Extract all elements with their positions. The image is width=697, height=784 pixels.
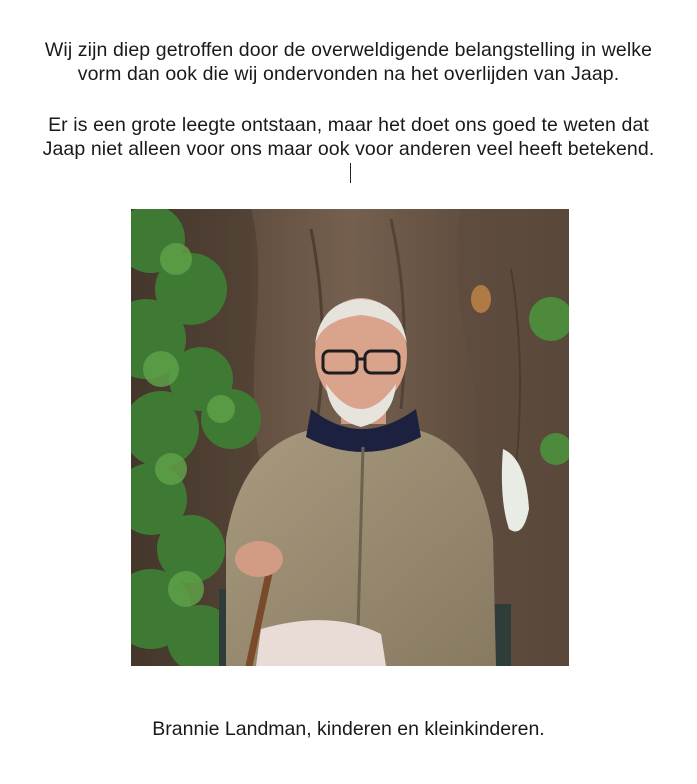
text-cursor	[350, 163, 351, 183]
thank-you-paragraph-2	[0, 113, 697, 161]
paragraph-1-line-2: vorm dan ook die wij ondervonden na het overlijden van Jaap.	[77, 63, 620, 85]
paragraph-2-line-1: Er is een grote leegte ontstaan, maar het doet ons goed te weten dat	[48, 114, 649, 136]
memorial-photo	[131, 209, 569, 666]
paragraph-1-line-1: Wij zijn diep getroffen door de overweldigende belangstelling in welke	[44, 39, 653, 61]
paragraph-2-line-2: Jaap niet alleen voor ons maar ook voor anderen veel heeft betekend.	[42, 138, 655, 160]
signature: Brannie Landman, kinderen en kleinkinderen.	[152, 718, 545, 740]
thank-you-paragraph-1	[0, 38, 697, 86]
